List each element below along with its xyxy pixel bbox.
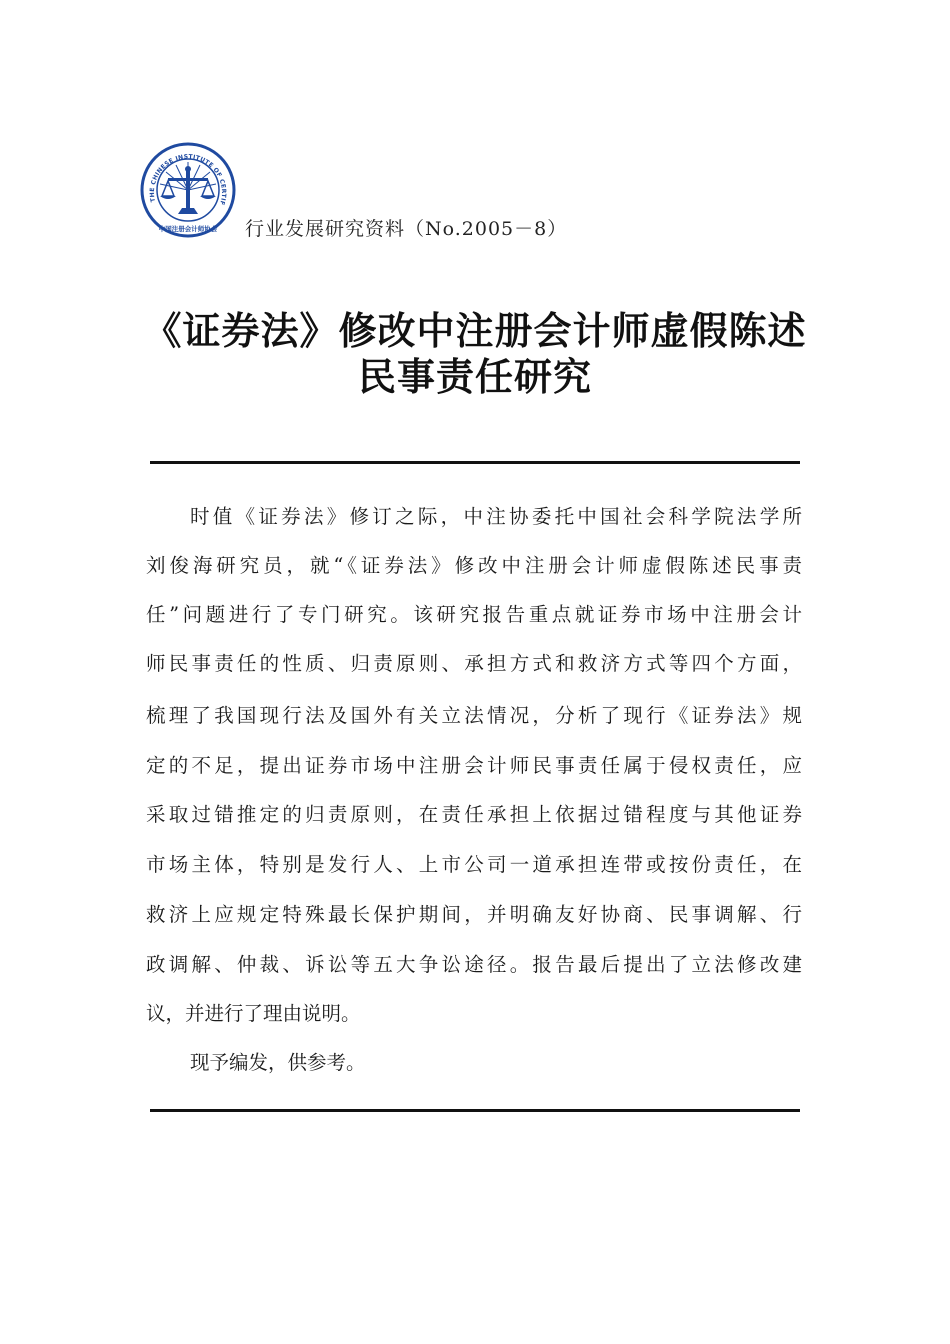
document-title-line-2: 民事责任研究 — [357, 355, 592, 399]
body-line: 议，并进行了理由说明。 — [146, 1002, 361, 1025]
top-divider — [150, 461, 800, 464]
body-line: 梳理了我国现行法及国外有关立法情况，分析了现行《证券法》规 — [146, 704, 802, 727]
document-title-line-1: 《证券法》修改中注册会计师虚假陈述 — [143, 309, 807, 353]
body-line: 刘俊海研究员，就“《证券法》修改中注册会计师虚假陈述民事责 — [146, 554, 802, 577]
body-line: 救济上应规定特殊最长保护期间，并明确友好协商、民事调解、行 — [146, 903, 802, 926]
body-line: 采取过错推定的归责原则，在责任承担上依据过错程度与其他证券 — [146, 803, 802, 826]
body-line: 定的不足，提出证券市场中注册会计师民事责任属于侵权责任，应 — [146, 754, 802, 777]
closing-line: 现予编发，供参考。 — [190, 1051, 366, 1074]
scales-of-justice-seal-icon — [140, 142, 236, 238]
body-line: 政调解、仲裁、诉讼等五大争讼途径。报告最后提出了立法修改建 — [146, 953, 802, 976]
cicpa-logo — [140, 142, 236, 238]
body-line: 师民事责任的性质、归责原则、承担方式和救济方式等四个方面， — [146, 652, 802, 675]
bottom-divider — [150, 1109, 800, 1112]
svg-text:中国注册会计师协会: 中国注册会计师协会 — [158, 225, 218, 233]
body-line: 任”问题进行了专门研究。该研究报告重点就证券市场中注册会计 — [146, 603, 802, 626]
body-line: 市场主体，特别是发行人、上市公司一道承担连带或按份责任，在 — [146, 853, 802, 876]
body-line: 时值《证券法》修订之际，中注协委托中国社会科学院法学所 — [190, 505, 802, 528]
series-label: 行业发展研究资料（No.2005－8） — [245, 218, 568, 240]
svg-text:THE CHINESE INSTITUTE OF CERTI: THE CHINESE INSTITUTE OF CERTIF — [148, 153, 228, 207]
